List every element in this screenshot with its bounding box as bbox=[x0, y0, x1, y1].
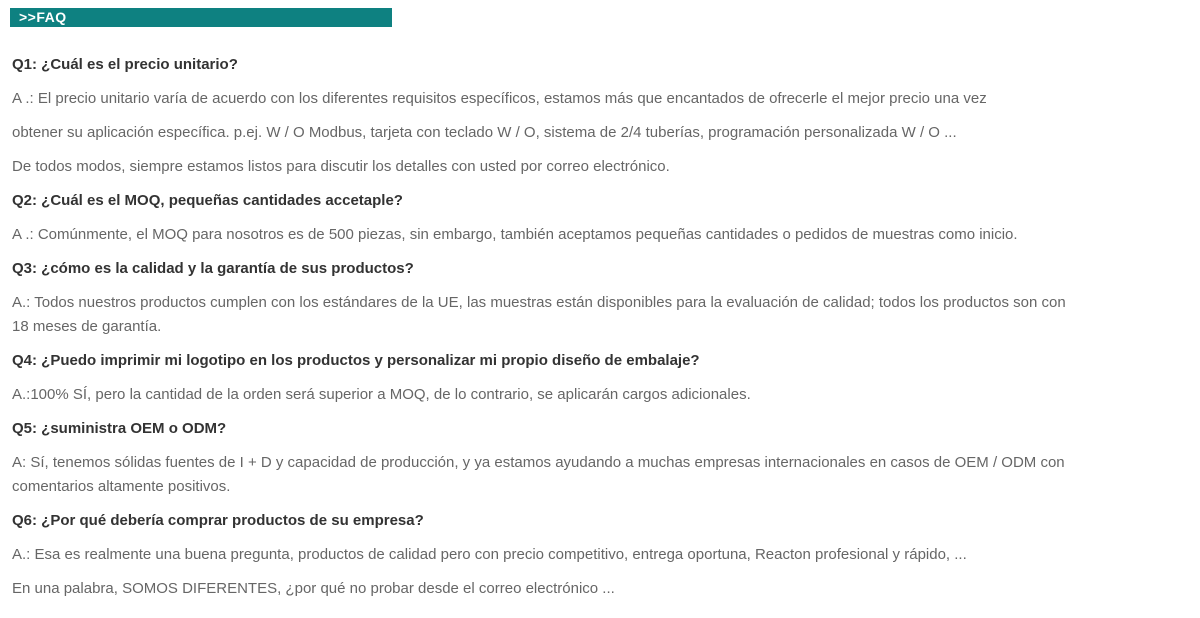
faq-q6-question: Q6: ¿Por qué debería comprar productos de su empresa? bbox=[12, 512, 424, 529]
faq-section-title: >>FAQ bbox=[19, 9, 67, 25]
faq-q3-answer bbox=[12, 291, 1180, 339]
faq-q2-answer: A .: Comúnmente, el MOQ para nosotros es de 500 piezas, sin embargo, también aceptamos pequeñas cantidades o pedidos de muestras como inicio. bbox=[12, 226, 1018, 243]
faq-q3-answer-line-2: 18 meses de garantía. bbox=[12, 318, 162, 335]
faq-q1-question: Q1: ¿Cuál es el precio unitario? bbox=[12, 56, 238, 73]
faq-q4-question: Q4: ¿Puedo imprimir mi logotipo en los productos y personalizar mi propio diseño de embalaje? bbox=[12, 352, 700, 369]
faq-q5-answer-line-1: A: Sí, tenemos sólidas fuentes de I + D y capacidad de producción, y ya estamos ayudando a muchas empresas internacionales en casos de OEM / ODM con bbox=[12, 454, 1065, 471]
faq-q5-question: Q5: ¿suministra OEM o ODM? bbox=[12, 420, 227, 437]
faq-q6-answer-para-1: A.: Esa es realmente una buena pregunta, productos de calidad pero con precio competitivo, entrega oportuna, Reacton profesional y rápido, ... bbox=[12, 546, 967, 563]
faq-q4-answer: A.:100% SÍ, pero la cantidad de la orden será superior a MOQ, de lo contrario, se aplicarán cargos adicionales. bbox=[12, 386, 751, 403]
faq-q1-answer-para-2: obtener su aplicación específica. p.ej. W / O Modbus, tarjeta con teclado W / O, sistema de 2/4 tuberías, programación personalizada W / O ... bbox=[12, 124, 957, 141]
faq-q5-answer bbox=[12, 451, 1180, 499]
faq-section-header-bar bbox=[10, 8, 392, 27]
faq-q2-question: Q2: ¿Cuál es el MOQ, pequeñas cantidades accetaple? bbox=[12, 192, 403, 209]
faq-q5-answer-line-2: comentarios altamente positivos. bbox=[12, 478, 231, 495]
faq-q1-answer-para-3: De todos modos, siempre estamos listos para discutir los detalles con usted por correo electrónico. bbox=[12, 158, 670, 175]
faq-q1-answer-para-1: A .: El precio unitario varía de acuerdo con los diferentes requisitos específicos, estamos más que encantados de ofrecerle el mejor precio una vez bbox=[12, 90, 987, 107]
faq-q6-answer-para-2: En una palabra, SOMOS DIFERENTES, ¿por qué no probar desde el correo electrónico ... bbox=[12, 580, 615, 597]
faq-q3-answer-line-1: A.: Todos nuestros productos cumplen con los estándares de la UE, las muestras están disponibles para la evaluación de calidad; todos los productos son con bbox=[12, 294, 1066, 311]
faq-content bbox=[12, 53, 1180, 601]
faq-q3-question: Q3: ¿cómo es la calidad y la garantía de sus productos? bbox=[12, 260, 414, 277]
